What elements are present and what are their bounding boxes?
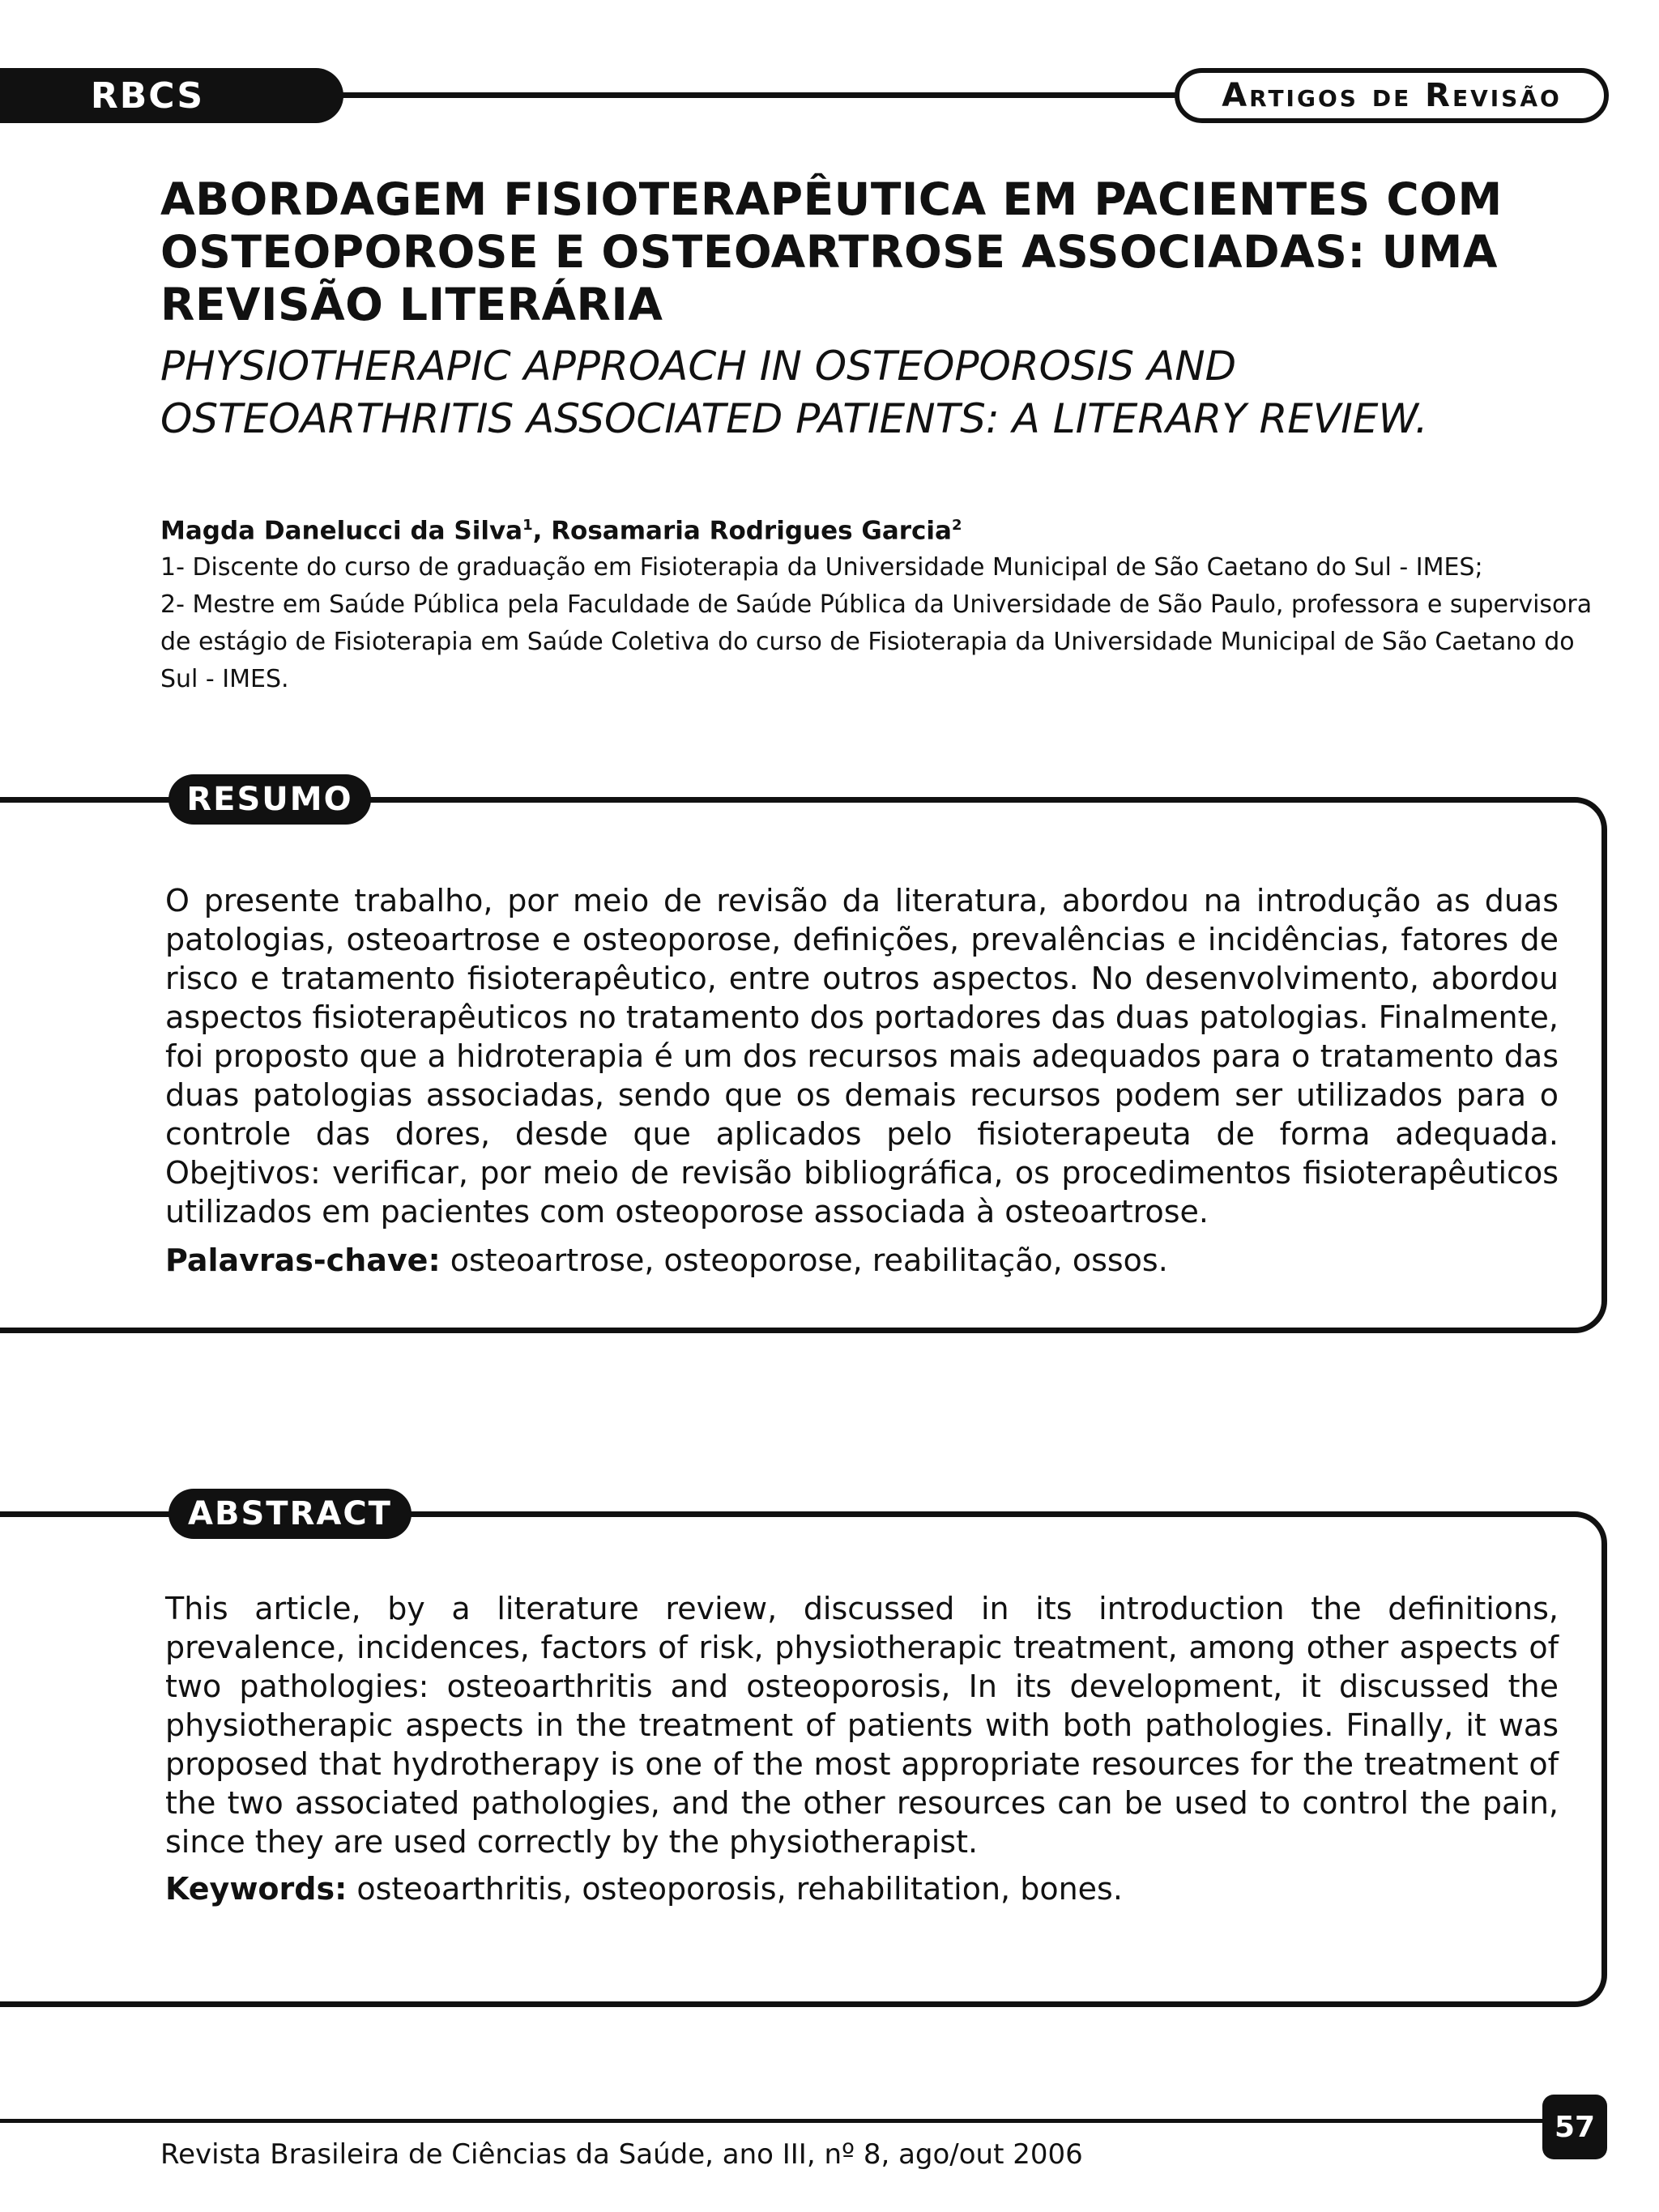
abstract-label: ABSTRACT [188,1495,392,1532]
section-tag [1175,68,1609,123]
section-label: Artigos de Revisão [1222,77,1562,114]
journal-abbr-tab [0,68,343,123]
author-1: Magda Danelucci da Silva [160,516,523,546]
title-english: PHYSIOTHERAPIC APPROACH IN OSTEOPOROSIS AND OSTEOARTHRITIS ASSOCIATED PATIENTS: A LITERARY REVIEW. [160,343,1428,442]
resumo-tag [168,774,371,825]
author-2: Rosamaria Rodrigues Garcia [551,516,952,546]
abstract-tag [168,1489,412,1539]
resumo-keywords-list: osteoartrose, osteoporose, reabilitação, ossos. [440,1242,1168,1278]
author-separator: , [532,516,552,546]
page-number [1542,2095,1607,2159]
resumo-keywords [165,1241,1559,1280]
abstract-keywords-list: osteoarthritis, osteoporosis, rehabilitation, bones. [347,1871,1123,1907]
footer-rule [0,2119,1563,2123]
author-1-sup: 1 [522,517,533,534]
resumo-label: RESUMO [186,781,353,818]
page-number-text: 57 [1554,2110,1596,2144]
abstract-keywords [165,1869,1559,1908]
author-names [160,507,1618,549]
journal-citation: Revista Brasileira de Ciências da Saúde, ano III, nº 8, ago/out 2006 [160,2138,1083,2171]
resumo-text: O presente trabalho, por meio de revisão da literatura, abordou na introdução as duas patologias, osteoartrose e osteoporose, definições, prevalências e incidências, fatores de risco e tratamento fisioterapêutico, entre outros aspectos. No desenvolvimento, abordou aspectos fisioterapêuticos no tratamento dos portadores das duas patologias. Finalmente, foi proposto que a hidroterapia é um dos recursos mais adequados para o tratamento das duas patologias associadas, sendo que os demais recursos podem ser utilizados para o controle das dores, desde que aplicados pelo fisioterapeuta de forma adequada. Obejtivos: verificar, por meio de revisão bibliográfica, os procedimentos fisioterapêuticos utilizados em pacientes com osteoporose associada à osteoartrose. [165,883,1559,1230]
resumo-keywords-label: Palavras-chave: [165,1242,441,1278]
header-rule [340,92,1183,98]
affiliation-1: 1- Discente do curso de graduação em Fisioterapia da Universidade Municipal de São Caetano do Sul - IMES; [160,553,1483,582]
abstract-keywords-label: Keywords: [165,1871,348,1907]
title-portuguese: ABORDAGEM FISIOTERAPÊUTICA EM PACIENTES COM OSTEOPOROSE E OSTEOARTROSE ASSOCIADAS: UMA REVISÃO LITERÁRIA [160,173,1503,330]
affiliation-2: 2- Mestre em Saúde Pública pela Faculdade de Saúde Pública da Universidade de São Paulo, professora e supervisora de estágio de Fisioterapia em Saúde Coletiva do curso de Fisioterapia da Universidade Municipal de São Caetano do Sul - IMES. [160,590,1593,694]
journal-abbr: RBCS [90,75,205,117]
abstract-text: This article, by a literature review, discussed in its introduction the definitions, prevalence, incidences, factors of risk, physiotherapic treatment, among other aspects of two pathologies: osteoarthritis and osteoporosis, In its development, it discussed the physiotherapic aspects in the treatment of patients with both pathologies. Finally, it was proposed that hydrotherapy is one of the most appropriate resources for the treatment of the two associated pathologies, and the other resources can be used to control the pain, since they are used correctly by the physiotherapist. [165,1591,1559,1860]
author-2-sup: 2 [951,517,962,534]
authors-block [160,507,1618,698]
